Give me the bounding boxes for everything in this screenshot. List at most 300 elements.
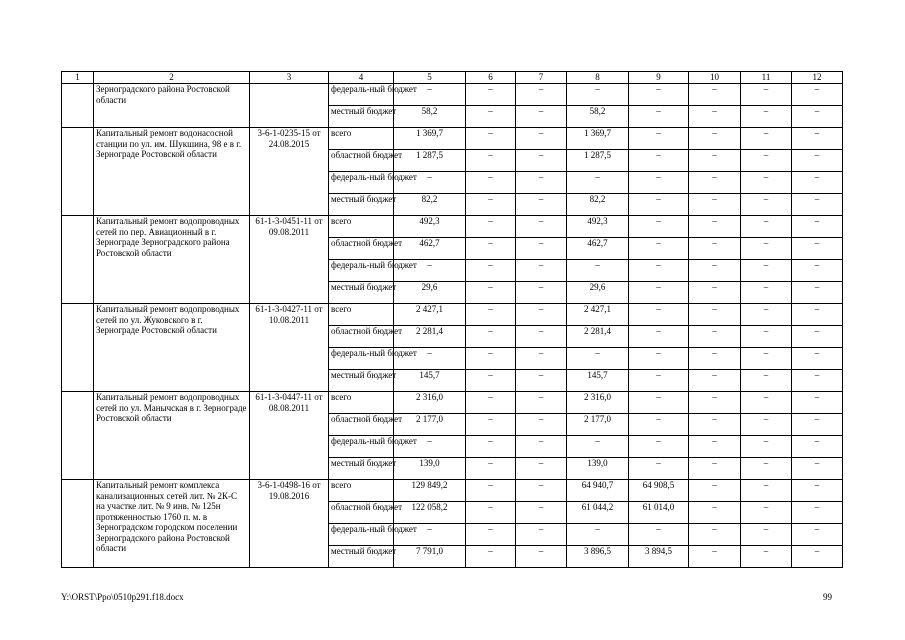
- amount-value: 2 316,0: [584, 392, 611, 402]
- amount-value: –: [763, 326, 769, 336]
- amount-value: –: [712, 502, 717, 512]
- amount-value: –: [656, 106, 661, 116]
- amount-cell-c8: [567, 128, 629, 150]
- funding-source-cell: всего: [329, 216, 394, 238]
- amount-value: –: [763, 282, 769, 292]
- amount-value: –: [656, 392, 661, 402]
- amount-cell-c6: [466, 194, 516, 216]
- funding-source-cell: областной бюджет: [329, 238, 394, 260]
- amount-value: –: [488, 194, 493, 204]
- amount-cell-c9: [629, 150, 689, 172]
- amount-cell-c8: [567, 524, 629, 546]
- amount-value: –: [814, 106, 820, 116]
- amount-cell-c7: [516, 524, 567, 546]
- amount-cell-c8: [567, 326, 629, 348]
- amount-cell-c5: [394, 106, 466, 128]
- amount-value: –: [763, 84, 769, 94]
- object-name: Капитальный ремонт комплекса канализационных сетей лит. № 2К-С на участке лит. № 9 инв. № 125н протяженностью 1760 п. м. в Зерноградском городском поселении Зерноградского района Ростовской области: [96, 480, 238, 553]
- funding-source-cell: областной бюджет: [329, 326, 394, 348]
- amount-value: –: [656, 370, 661, 380]
- amount-cell-c5: [394, 238, 466, 260]
- amount-value: –: [763, 546, 769, 556]
- amount-value: 2 281,4: [584, 326, 611, 336]
- amount-value: –: [538, 128, 544, 138]
- amount-value: –: [763, 348, 769, 358]
- amount-cell-c8: [567, 304, 629, 326]
- amount-cell-c12: [792, 326, 843, 348]
- amount-value: –: [656, 304, 661, 314]
- funding-source-cell: местный бюджет: [329, 458, 394, 480]
- amount-cell-c8: [567, 348, 629, 370]
- amount-cell-c6: [466, 348, 516, 370]
- amount-cell-c6: [466, 304, 516, 326]
- amount-value: –: [538, 546, 544, 556]
- amount-value: –: [712, 84, 717, 94]
- funding-source-cell: всего: [329, 392, 394, 414]
- amount-value: –: [712, 458, 717, 468]
- amount-cell-c10: [689, 348, 741, 370]
- expertise-doc: 3-6-1-0498-16 от 19.08.2016: [257, 480, 321, 501]
- amount-value: 82,2: [589, 194, 606, 204]
- amount-value: –: [488, 304, 493, 314]
- amount-value: 2 427,1: [416, 304, 443, 314]
- funding-source-cell: областной бюджет: [329, 414, 394, 436]
- amount-value: –: [763, 480, 769, 490]
- amount-value: –: [814, 392, 820, 402]
- row-number-cell: [62, 480, 94, 568]
- amount-value: –: [488, 414, 493, 424]
- amount-cell-c5: [394, 326, 466, 348]
- amount-cell-c9: [629, 348, 689, 370]
- amount-cell-c12: [792, 546, 843, 568]
- amount-cell-c12: [792, 392, 843, 414]
- amount-value: –: [538, 502, 544, 512]
- amount-value: –: [656, 326, 661, 336]
- column-number-1: 1: [62, 72, 94, 84]
- amount-cell-c7: [516, 502, 567, 524]
- amount-cell-c6: [466, 326, 516, 348]
- amount-value: –: [814, 326, 820, 336]
- amount-value: –: [656, 172, 661, 182]
- amount-cell-c9: [629, 546, 689, 568]
- amount-cell-c11: [741, 172, 792, 194]
- amount-value: –: [712, 282, 717, 292]
- amount-cell-c11: [741, 370, 792, 392]
- amount-cell-c7: [516, 282, 567, 304]
- amount-cell-c12: [792, 260, 843, 282]
- amount-value: –: [427, 172, 432, 182]
- table-row: [62, 128, 843, 150]
- amount-cell-c8: [567, 216, 629, 238]
- column-number-3: 3: [250, 72, 329, 84]
- expertise-doc-cell: [250, 304, 329, 392]
- expertise-doc: 61-1-3-0427-11 от 10.08.2011: [255, 304, 323, 325]
- row-number-cell: [62, 216, 94, 304]
- amount-cell-c6: [466, 546, 516, 568]
- amount-value: –: [488, 106, 493, 116]
- amount-value: –: [538, 260, 544, 270]
- amount-cell-c6: [466, 480, 516, 502]
- amount-value: –: [427, 524, 432, 534]
- amount-value: –: [814, 238, 820, 248]
- amount-value: –: [656, 414, 661, 424]
- amount-value: –: [427, 436, 432, 446]
- amount-value: –: [488, 524, 493, 534]
- amount-cell-c8: [567, 414, 629, 436]
- amount-value: –: [488, 370, 493, 380]
- amount-value: –: [595, 524, 600, 534]
- amount-value: 492,3: [419, 216, 440, 226]
- expertise-doc: 61-1-3-0447-11 от 08.08.2011: [255, 392, 323, 413]
- object-name: Капитальный ремонт водопроводных сетей по ул. Манычская в г. Зернограде Ростовской области: [96, 392, 247, 423]
- amount-value: 29,6: [589, 282, 606, 292]
- funding-source-cell: местный бюджет: [329, 282, 394, 304]
- amount-value: –: [814, 194, 820, 204]
- amount-cell-c8: [567, 370, 629, 392]
- column-number-7: 7: [516, 72, 567, 84]
- funding-source-cell: всего: [329, 480, 394, 502]
- amount-cell-c10: [689, 304, 741, 326]
- amount-cell-c11: [741, 128, 792, 150]
- row-number-cell: [62, 392, 94, 480]
- amount-value: –: [712, 216, 717, 226]
- amount-value: –: [712, 260, 717, 270]
- amount-cell-c12: [792, 84, 843, 106]
- funding-source-cell: местный бюджет: [329, 370, 394, 392]
- amount-cell-c11: [741, 414, 792, 436]
- funding-source-cell: всего: [329, 304, 394, 326]
- amount-cell-c6: [466, 260, 516, 282]
- amount-value: –: [763, 392, 769, 402]
- amount-cell-c10: [689, 502, 741, 524]
- amount-value: –: [538, 370, 544, 380]
- amount-value: –: [595, 348, 600, 358]
- amount-cell-c7: [516, 84, 567, 106]
- amount-value: 64 940,7: [581, 480, 614, 490]
- amount-cell-c7: [516, 480, 567, 502]
- amount-cell-c8: [567, 502, 629, 524]
- amount-cell-c11: [741, 260, 792, 282]
- amount-cell-c11: [741, 524, 792, 546]
- amount-cell-c9: [629, 260, 689, 282]
- amount-cell-c9: [629, 480, 689, 502]
- amount-cell-c11: [741, 326, 792, 348]
- amount-cell-c9: [629, 436, 689, 458]
- amount-cell-c11: [741, 392, 792, 414]
- amount-value: 139,0: [419, 458, 440, 468]
- amount-value: –: [538, 326, 544, 336]
- amount-value: –: [427, 84, 432, 94]
- amount-value: –: [656, 216, 661, 226]
- amount-value: 1 369,7: [416, 128, 443, 138]
- amount-value: –: [538, 172, 544, 182]
- amount-value: 7 791,0: [416, 546, 443, 556]
- amount-value: –: [763, 458, 769, 468]
- amount-value: –: [814, 436, 820, 446]
- amount-cell-c11: [741, 84, 792, 106]
- amount-cell-c5: [394, 458, 466, 480]
- amount-value: 64 908,5: [642, 480, 675, 490]
- amount-cell-c8: [567, 194, 629, 216]
- funding-source-cell: областной бюджет: [329, 150, 394, 172]
- amount-cell-c5: [394, 150, 466, 172]
- amount-cell-c10: [689, 238, 741, 260]
- amount-cell-c7: [516, 392, 567, 414]
- amount-cell-c12: [792, 414, 843, 436]
- amount-cell-c12: [792, 216, 843, 238]
- page-number: 99: [823, 592, 832, 602]
- amount-cell-c7: [516, 546, 567, 568]
- amount-cell-c7: [516, 370, 567, 392]
- amount-value: –: [488, 172, 493, 182]
- amount-value: –: [656, 348, 661, 358]
- column-number-5: 5: [394, 72, 466, 84]
- amount-cell-c6: [466, 106, 516, 128]
- amount-cell-c10: [689, 194, 741, 216]
- table-row: [62, 392, 843, 414]
- amount-value: –: [712, 480, 717, 490]
- amount-cell-c10: [689, 392, 741, 414]
- amount-value: 29,6: [421, 282, 438, 292]
- amount-cell-c12: [792, 370, 843, 392]
- amount-value: 58,2: [589, 106, 606, 116]
- amount-value: –: [538, 194, 544, 204]
- table-row: [62, 216, 843, 238]
- column-number-12: 12: [792, 72, 843, 84]
- amount-value: –: [712, 414, 717, 424]
- column-number-6: 6: [466, 72, 516, 84]
- amount-cell-c6: [466, 524, 516, 546]
- amount-cell-c7: [516, 458, 567, 480]
- amount-value: 129 849,2: [411, 480, 448, 490]
- amount-value: 2 177,0: [584, 414, 611, 424]
- amount-value: –: [763, 172, 769, 182]
- amount-value: –: [763, 524, 769, 534]
- amount-value: –: [763, 106, 769, 116]
- amount-value: –: [763, 238, 769, 248]
- amount-cell-c6: [466, 436, 516, 458]
- object-name-cell: [94, 84, 250, 128]
- amount-value: –: [656, 458, 661, 468]
- amount-value: –: [712, 150, 717, 160]
- funding-source-cell: федераль-ный бюджет: [329, 436, 394, 458]
- amount-cell-c9: [629, 194, 689, 216]
- amount-cell-c11: [741, 458, 792, 480]
- amount-cell-c8: [567, 480, 629, 502]
- amount-value: –: [763, 128, 769, 138]
- amount-cell-c8: [567, 260, 629, 282]
- amount-value: 1 287,5: [416, 150, 443, 160]
- funding-source-cell: местный бюджет: [329, 106, 394, 128]
- amount-cell-c8: [567, 84, 629, 106]
- amount-value: –: [712, 370, 717, 380]
- amount-value: 61 014,0: [642, 502, 675, 512]
- amount-value: 145,7: [587, 370, 608, 380]
- object-name: Зерноградского района Ростовской области: [96, 84, 230, 105]
- amount-value: –: [538, 238, 544, 248]
- amount-value: –: [763, 436, 769, 446]
- amount-value: –: [538, 436, 544, 446]
- amount-cell-c12: [792, 128, 843, 150]
- amount-cell-c6: [466, 458, 516, 480]
- funding-source-cell: федераль-ный бюджет: [329, 524, 394, 546]
- amount-cell-c6: [466, 238, 516, 260]
- amount-cell-c10: [689, 326, 741, 348]
- amount-cell-c8: [567, 436, 629, 458]
- amount-cell-c7: [516, 260, 567, 282]
- amount-value: –: [656, 524, 661, 534]
- amount-value: –: [488, 436, 493, 446]
- amount-value: –: [538, 84, 544, 94]
- amount-value: –: [814, 260, 820, 270]
- amount-cell-c9: [629, 370, 689, 392]
- amount-cell-c11: [741, 194, 792, 216]
- amount-value: –: [595, 172, 600, 182]
- amount-cell-c5: [394, 216, 466, 238]
- amount-cell-c11: [741, 436, 792, 458]
- funding-source-cell: местный бюджет: [329, 546, 394, 568]
- amount-value: –: [814, 84, 820, 94]
- amount-value: 2 427,1: [584, 304, 611, 314]
- amount-value: –: [538, 282, 544, 292]
- row-number-cell: [62, 128, 94, 216]
- amount-cell-c8: [567, 392, 629, 414]
- amount-cell-c8: [567, 458, 629, 480]
- amount-value: –: [656, 150, 661, 160]
- amount-cell-c8: [567, 238, 629, 260]
- amount-value: 122 058,2: [411, 502, 448, 512]
- amount-cell-c5: [394, 546, 466, 568]
- amount-cell-c7: [516, 172, 567, 194]
- table-row: [62, 480, 843, 502]
- amount-value: –: [763, 370, 769, 380]
- amount-cell-c10: [689, 370, 741, 392]
- amount-value: –: [538, 524, 544, 534]
- amount-value: –: [427, 260, 432, 270]
- column-number-9: 9: [629, 72, 689, 84]
- amount-cell-c9: [629, 414, 689, 436]
- amount-value: 145,7: [419, 370, 440, 380]
- amount-cell-c12: [792, 172, 843, 194]
- amount-cell-c11: [741, 216, 792, 238]
- amount-value: –: [814, 172, 820, 182]
- amount-value: –: [538, 304, 544, 314]
- amount-value: –: [488, 216, 493, 226]
- amount-value: –: [488, 546, 493, 556]
- amount-cell-c9: [629, 84, 689, 106]
- amount-cell-c12: [792, 282, 843, 304]
- table-row: [62, 304, 843, 326]
- amount-value: –: [656, 260, 661, 270]
- amount-cell-c7: [516, 348, 567, 370]
- amount-value: –: [538, 106, 544, 116]
- amount-cell-c9: [629, 392, 689, 414]
- column-number-4: 4: [329, 72, 394, 84]
- object-name-cell: [94, 480, 250, 568]
- amount-cell-c10: [689, 480, 741, 502]
- amount-value: –: [814, 282, 820, 292]
- amount-cell-c5: [394, 414, 466, 436]
- amount-value: –: [712, 436, 717, 446]
- amount-cell-c6: [466, 128, 516, 150]
- amount-value: –: [814, 216, 820, 226]
- amount-value: –: [488, 150, 493, 160]
- expertise-doc-cell: [250, 216, 329, 304]
- amount-cell-c5: [394, 282, 466, 304]
- expertise-doc-cell: [250, 480, 329, 568]
- table-body: [62, 84, 843, 568]
- amount-value: –: [656, 84, 661, 94]
- amount-value: –: [763, 216, 769, 226]
- amount-cell-c9: [629, 282, 689, 304]
- amount-value: 2 177,0: [416, 414, 443, 424]
- amount-value: –: [763, 304, 769, 314]
- amount-cell-c9: [629, 524, 689, 546]
- amount-cell-c8: [567, 282, 629, 304]
- amount-value: –: [814, 502, 820, 512]
- amount-value: –: [814, 546, 820, 556]
- amount-value: 2 281,4: [416, 326, 443, 336]
- amount-value: 492,3: [587, 216, 608, 226]
- amount-value: –: [656, 282, 661, 292]
- object-name: Капитальный ремонт водопроводных сетей по ул. Жуковского в г. Зернограде Ростовской области: [96, 304, 240, 335]
- funding-source-cell: федераль-ный бюджет: [329, 172, 394, 194]
- object-name-cell: [94, 128, 250, 216]
- amount-value: –: [814, 414, 820, 424]
- amount-cell-c10: [689, 260, 741, 282]
- amount-value: –: [538, 414, 544, 424]
- amount-cell-c10: [689, 106, 741, 128]
- amount-value: –: [656, 238, 661, 248]
- row-number-cell: [62, 84, 94, 128]
- amount-cell-c10: [689, 216, 741, 238]
- amount-value: –: [488, 260, 493, 270]
- amount-cell-c12: [792, 480, 843, 502]
- amount-cell-c10: [689, 436, 741, 458]
- expertise-doc-cell: [250, 128, 329, 216]
- amount-cell-c8: [567, 106, 629, 128]
- funding-source-cell: федераль-ный бюджет: [329, 84, 394, 106]
- amount-value: –: [763, 502, 769, 512]
- budget-table: [61, 71, 843, 568]
- amount-value: –: [814, 304, 820, 314]
- amount-cell-c12: [792, 502, 843, 524]
- amount-cell-c6: [466, 84, 516, 106]
- amount-cell-c10: [689, 172, 741, 194]
- amount-cell-c5: [394, 392, 466, 414]
- amount-value: –: [763, 414, 769, 424]
- amount-value: –: [595, 84, 600, 94]
- amount-cell-c8: [567, 150, 629, 172]
- funding-source-cell: федераль-ный бюджет: [329, 260, 394, 282]
- amount-value: 139,0: [587, 458, 608, 468]
- amount-cell-c9: [629, 172, 689, 194]
- amount-cell-c11: [741, 348, 792, 370]
- amount-cell-c9: [629, 106, 689, 128]
- amount-cell-c7: [516, 128, 567, 150]
- amount-value: –: [488, 128, 493, 138]
- amount-cell-c5: [394, 370, 466, 392]
- amount-value: –: [814, 150, 820, 160]
- amount-value: 3 894,5: [645, 546, 672, 556]
- amount-value: –: [712, 392, 717, 402]
- amount-cell-c7: [516, 304, 567, 326]
- amount-cell-c6: [466, 150, 516, 172]
- amount-cell-c12: [792, 458, 843, 480]
- amount-value: –: [538, 458, 544, 468]
- amount-cell-c10: [689, 150, 741, 172]
- amount-cell-c12: [792, 524, 843, 546]
